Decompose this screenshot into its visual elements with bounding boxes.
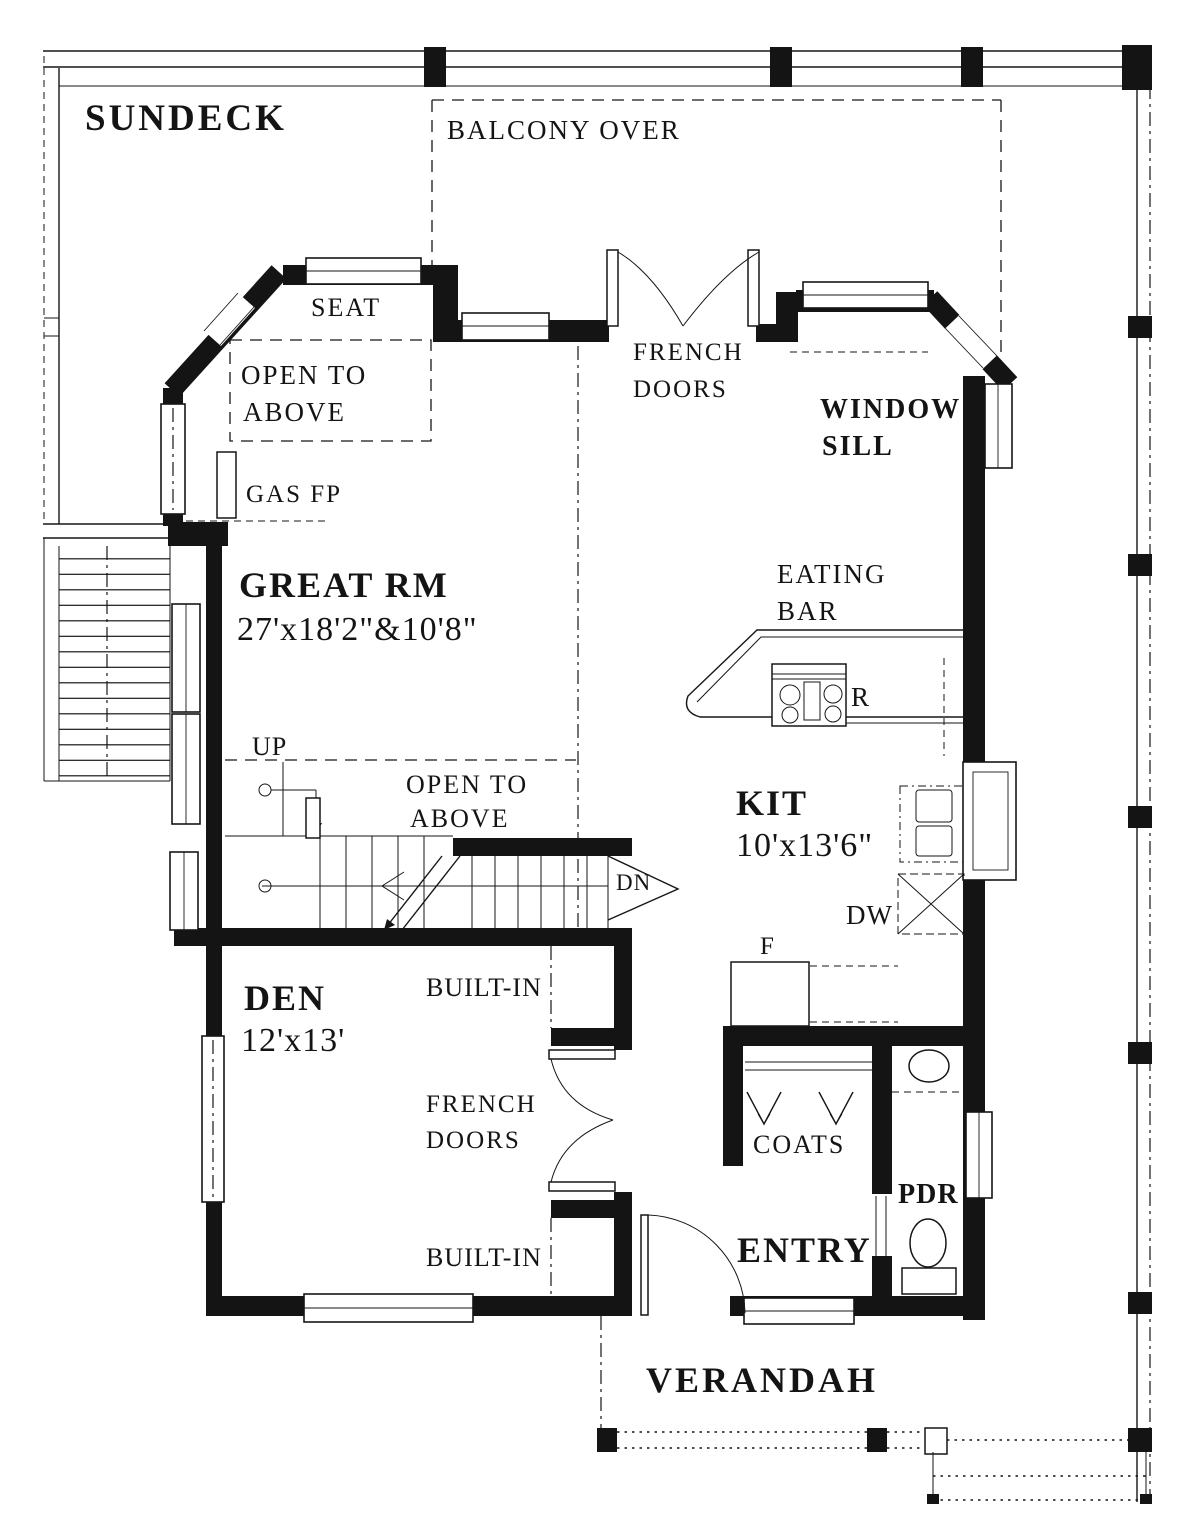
builtin-bottom-label: BUILT-IN [426,1243,542,1272]
french-doors-label-1: FRENCH [633,339,744,366]
verandah-front-railing [597,1316,1152,1504]
sundeck-exterior-stairs [44,538,170,782]
fridge [731,962,809,1026]
upper-flight-treads [320,836,424,928]
great-room-dims: 27'x18'2"&10'8" [237,611,478,648]
verandah-entry-steps [927,1452,1152,1504]
dishwasher-label: DW [846,900,893,930]
french-doors-balcony [607,250,759,326]
french-doors-label-2: DOORS [633,376,728,403]
verandah-label: VERANDAH [646,1360,879,1400]
porch-post [597,1428,617,1452]
kitchen-sink [900,786,963,862]
eating-bar-label-1: EATING [777,559,887,589]
pdr-label: PDR [898,1179,959,1210]
seat-label: SEAT [311,293,382,322]
toilet [902,1219,956,1294]
gas-fp-label: GAS FP [246,481,343,508]
porch-post [1128,554,1152,576]
dishwasher [898,874,964,934]
stair-newel-post [925,1428,947,1454]
kitchen-right-window [985,384,1012,468]
seat-diagonal-window [212,300,246,338]
builtin-top-label: BUILT-IN [426,973,542,1002]
porch-post [1128,1042,1152,1064]
gas-fireplace [217,452,236,518]
up-label: UP [252,732,288,761]
fridge-label: F [760,933,774,960]
stairs-open-above-2: ABOVE [410,804,510,833]
kitchen-dims: 10'x13'6" [736,827,874,864]
down-label: DN [616,870,652,895]
sundeck-label: SUNDECK [85,98,287,139]
porch-post [867,1428,887,1452]
verandah-right-railing [1128,51,1152,1502]
range [772,664,846,726]
porch-post [1128,1428,1152,1452]
entry-door [641,1215,745,1315]
den-dims: 12'x13' [241,1022,346,1059]
lower-flight-treads [472,856,608,928]
deck-post [424,47,446,87]
balcony-label: BALCONY OVER [447,115,681,145]
porch-post [1128,1292,1152,1314]
den-french-label-1: FRENCH [426,1091,537,1118]
den-french-label-2: DOORS [426,1127,521,1154]
eating-bar-label-2: BAR [777,596,839,626]
range-label: R [851,682,870,712]
open-above-label-2: ABOVE [243,397,346,427]
pdr-sink [909,1050,949,1082]
stair-break-lines [384,856,460,930]
kitchen-label: KIT [736,783,809,823]
pdr-door [876,1196,886,1256]
great-room-window [462,313,549,340]
porch-post [1128,316,1152,338]
window-sill-label-2: SILL [822,431,894,462]
porch-post [1128,806,1152,828]
great-room-label: GREAT RM [239,565,449,605]
stairs-open-above-1: OPEN TO [406,770,529,799]
deck-post [770,47,792,87]
french-doors-den [549,1050,615,1191]
deck-post [961,47,983,87]
sundeck-stairs-treads [59,546,170,782]
window-sill-label-1: WINDOW [820,394,962,425]
open-above-label-1: OPEN TO [241,360,368,390]
den-label: DEN [244,978,327,1018]
coats-bifold-doors [745,1062,872,1124]
entry-label: ENTRY [737,1230,872,1270]
powder-room-fixtures [892,1050,963,1294]
coats-label: COATS [753,1130,846,1159]
